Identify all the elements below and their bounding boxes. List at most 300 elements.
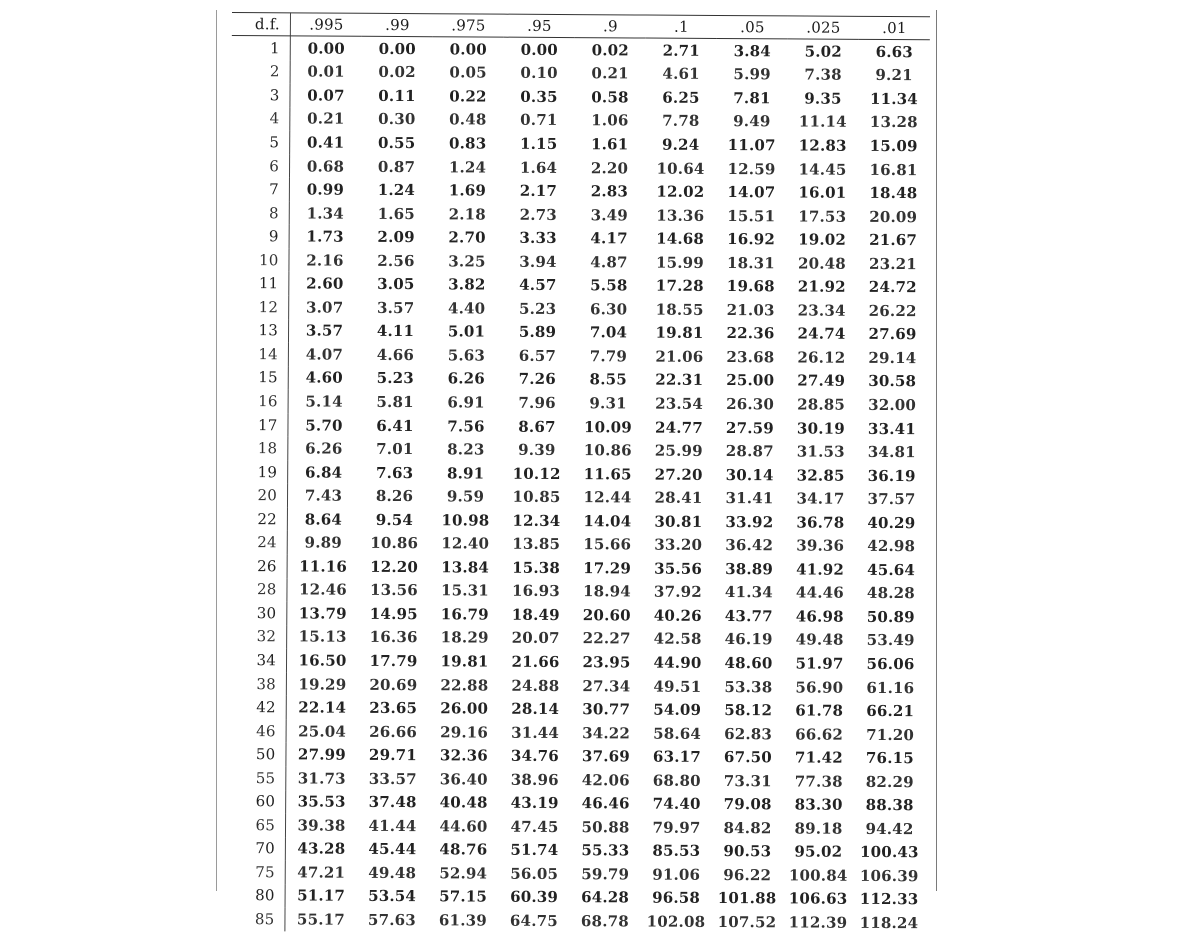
critical-value-cell: 10.64 [656,159,705,178]
critical-value-cell: 102.08 [646,912,706,931]
df-cell: 8 [231,201,290,225]
df-cell: 80 [227,884,286,908]
critical-value-cell: 16.92 [727,230,776,249]
critical-value-cell: 20.07 [511,629,560,648]
critical-value-cell: 31.44 [511,723,560,742]
critical-value-cell: 42.58 [653,630,702,649]
critical-value-cell: 5.99 [733,65,771,84]
critical-value-cell: 44.90 [653,653,702,672]
critical-value-cell: 3.82 [448,275,486,294]
critical-value-cell: 51.97 [795,654,844,673]
critical-value-cell: 53.38 [724,677,773,696]
critical-value-cell: 2.73 [519,205,557,224]
df-cell: 55 [227,766,286,790]
critical-value-cell: 74.40 [652,794,701,814]
critical-value-cell: 6.84 [304,463,343,482]
critical-value-cell: 19.02 [798,230,847,249]
critical-value-cell: 12.40 [441,534,490,553]
critical-value-cell: 26.30 [726,394,775,414]
critical-value-cell: 1.61 [590,135,629,154]
critical-value-cell: 2.60 [306,274,344,293]
critical-value-cell: 4.17 [590,229,628,248]
df-cell: 85 [226,907,285,931]
critical-value-cell: 106.63 [788,889,848,909]
critical-value-cell: 9.35 [804,89,842,108]
critical-value-cell: 23.65 [369,698,418,718]
critical-value-cell: 33.41 [867,419,917,438]
df-cell: 15 [230,366,289,390]
critical-value-cell: 1.73 [306,227,344,246]
critical-value-cell: 61.16 [866,678,915,697]
critical-value-cell: 46.46 [581,794,630,813]
critical-value-cell: 53.54 [368,887,417,906]
critical-value-cell: 5.23 [518,299,557,318]
critical-value-cell: 19.29 [298,674,347,694]
critical-value-cell: 24.88 [511,676,560,695]
critical-value-cell: 10.09 [583,417,633,436]
df-cell: 3 [231,83,290,107]
critical-value-cell: 10.86 [583,441,632,460]
critical-value-cell: 9.54 [375,510,414,529]
critical-value-cell: 23.68 [726,347,775,367]
critical-value-cell: 16.01 [798,183,847,202]
critical-value-cell: 29.16 [440,722,489,742]
critical-value-cell: 30.14 [725,465,774,484]
critical-value-cell: 12.59 [727,159,776,178]
critical-value-cell: 79.08 [723,795,772,814]
critical-value-cell: 15.99 [655,253,705,272]
critical-value-cell: 6.26 [305,439,343,458]
critical-value-cell: 112.33 [859,890,919,909]
critical-value-cell: 90.53 [723,842,772,861]
header-probability: .05 [717,15,788,38]
critical-value-cell: 68.80 [652,771,701,790]
critical-value-cell: 55.17 [296,910,345,929]
critical-value-cell: 14.68 [656,229,705,249]
critical-value-cell: 36.19 [867,466,916,485]
critical-value-cell: 27.99 [297,745,347,764]
critical-value-cell: 47.21 [297,863,346,882]
critical-value-cell: 12.83 [798,136,847,155]
critical-value-cell: 84.82 [723,818,772,838]
table-body [226,35,929,935]
critical-value-cell: 0.99 [306,180,345,199]
df-cell: 9 [231,224,290,248]
critical-value-cell: 27.49 [797,371,846,391]
critical-value-cell: 1.65 [377,204,415,223]
critical-value-cell: 19.81 [655,323,704,343]
df-cell: 16 [230,389,289,413]
chi-square-critical-values-table [226,12,930,935]
critical-value-cell: 18.29 [440,628,489,648]
critical-value-cell: 43.28 [297,839,346,859]
df-cell: 11 [230,271,289,295]
critical-value-cell: 21.67 [869,231,918,250]
critical-value-cell: 52.94 [439,864,488,883]
critical-value-cell: 28.87 [725,442,774,461]
critical-value-cell: 8.91 [446,463,485,483]
critical-value-cell: 6.57 [518,346,557,365]
critical-value-cell: 31.73 [297,769,346,788]
critical-value-cell: 23.21 [868,254,918,273]
critical-value-cell: 13.56 [369,581,419,600]
df-cell: 65 [227,813,286,837]
critical-value-cell: 3.94 [519,252,557,271]
critical-value-cell: 5.81 [376,392,414,412]
critical-value-cell: 85.53 [652,841,701,861]
critical-value-cell: 21.66 [511,652,560,671]
critical-value-cell: 24.74 [797,324,846,344]
df-cell: 46 [228,719,287,743]
critical-value-cell: 2.56 [377,251,415,270]
critical-value-cell: 118.24 [859,913,919,933]
critical-value-cell: 10.12 [512,464,561,483]
df-cell: 2 [232,60,291,84]
critical-value-cell: 16.36 [369,628,418,647]
critical-value-cell: 0.68 [306,156,345,176]
critical-value-cell: 11.14 [798,112,847,132]
critical-value-cell: 48.60 [724,654,773,673]
critical-value-cell: 91.06 [652,865,701,884]
critical-value-cell: 49.51 [653,677,702,696]
header-df: d.f. [232,12,291,35]
critical-value-cell: 0.02 [378,63,416,82]
critical-value-cell: 4.60 [305,368,343,388]
critical-value-cell: 61.39 [438,911,487,930]
critical-value-cell: 51.17 [297,886,346,906]
critical-value-cell: 94.42 [865,819,914,838]
critical-value-cell: 21.03 [726,300,775,320]
critical-value-cell: 19.68 [726,277,775,296]
critical-value-cell: 0.07 [307,86,345,105]
critical-value-cell: 68.78 [580,912,629,931]
critical-value-cell: 42.98 [867,537,916,556]
critical-value-cell: 39.38 [297,816,346,835]
critical-value-cell: 30.58 [868,372,917,391]
critical-value-cell: 14.04 [583,511,632,531]
header-probability: .025 [788,16,859,39]
critical-value-cell: 9.21 [875,66,913,85]
critical-value-cell: 14.45 [798,159,847,179]
critical-value-cell: 2.17 [519,181,558,201]
critical-value-cell: 28.85 [797,395,846,414]
critical-value-cell: 56.90 [795,677,844,697]
critical-value-cell: 0.21 [307,109,345,129]
critical-value-cell: 22.88 [440,675,489,695]
critical-value-cell: 55.33 [581,841,630,860]
critical-value-cell: 18.55 [655,300,704,319]
critical-value-cell: 32.85 [796,466,845,485]
critical-value-cell: 28.41 [654,488,703,508]
critical-value-cell: 6.25 [662,88,700,107]
critical-value-cell: 38.89 [725,559,774,579]
critical-value-cell: 4.66 [376,345,415,364]
critical-value-cell: 31.53 [796,442,845,461]
df-cell: 28 [228,578,287,602]
critical-value-cell: 18.31 [726,253,776,273]
critical-value-cell: 3.25 [448,252,486,271]
critical-value-cell: 41.34 [724,583,774,602]
critical-value-cell: 0.01 [307,62,345,82]
df-cell: 7 [231,177,290,201]
critical-value-cell: 18.94 [582,582,632,601]
critical-value-cell: 8.23 [447,440,485,459]
critical-value-cell: 6.41 [376,416,414,435]
critical-value-cell: 3.84 [733,41,771,61]
critical-value-cell: 62.83 [724,724,773,743]
critical-value-cell: 5.70 [305,415,343,435]
critical-value-cell: 22.27 [582,629,631,648]
critical-value-cell: 17.53 [798,207,847,226]
critical-value-cell: 34.76 [510,746,559,766]
critical-value-cell: 71.20 [866,725,915,744]
critical-value-cell: 26.12 [797,348,846,367]
critical-value-cell: 25.99 [654,441,703,460]
critical-value-cell: 59.79 [581,865,630,884]
critical-value-cell: 64.28 [581,888,630,907]
critical-value-cell: 7.26 [518,370,556,389]
critical-value-cell: 0.05 [449,63,487,82]
critical-value-cell: 40.29 [867,513,916,532]
critical-value-cell: 43.77 [724,606,773,626]
critical-value-cell: 3.33 [519,228,557,248]
df-cell: 1 [232,35,291,59]
critical-value-cell: 20.48 [797,254,847,273]
critical-value-cell: 38.96 [510,770,559,789]
critical-value-cell: 39.36 [796,536,845,555]
header-probability: .995 [290,13,362,36]
header-probability: .99 [362,13,433,36]
critical-value-cell: 34.22 [582,723,631,743]
critical-value-cell: 13.85 [512,534,561,554]
critical-value-cell: 46.19 [724,630,773,649]
critical-value-cell: 16.93 [511,582,561,601]
critical-value-cell: 21.92 [797,277,846,296]
critical-value-cell: 5.63 [447,346,486,365]
critical-value-cell: 0.00 [378,39,417,58]
critical-value-cell: 112.39 [788,913,848,932]
critical-value-cell: 11.16 [299,557,348,576]
critical-value-cell: 12.02 [656,182,705,201]
critical-value-cell: 3.05 [377,275,415,294]
critical-value-cell: 89.18 [794,819,843,838]
df-cell: 26 [229,554,288,578]
critical-value-cell: 2.18 [448,204,486,224]
critical-value-cell: 29.14 [868,348,917,368]
critical-value-cell: 71.42 [794,748,843,767]
critical-value-cell: 6.63 [875,42,913,61]
critical-value-cell: 4.40 [447,299,486,318]
critical-value-cell: 49.48 [795,630,844,650]
critical-value-cell: 37.92 [653,582,703,602]
critical-value-cell: 57.15 [439,887,488,907]
critical-value-cell: 12.20 [370,557,419,576]
critical-value-cell: 13.28 [869,113,918,132]
critical-value-cell: 79.97 [652,818,701,837]
critical-value-cell: 41.44 [368,816,417,835]
critical-value-cell: 8.67 [518,417,556,436]
critical-value-cell: 42.06 [581,770,630,790]
critical-value-cell: 14.07 [727,183,776,202]
critical-value-cell: 4.57 [519,275,557,295]
critical-value-cell: 1.15 [519,134,558,153]
critical-value-cell: 32.36 [439,746,489,765]
critical-value-cell: 96.22 [723,865,772,885]
critical-value-cell: 61.78 [795,701,844,720]
critical-value-cell: 27.34 [582,676,631,695]
critical-value-cell: 33.92 [725,512,774,532]
critical-value-cell: 18.48 [869,183,918,203]
critical-value-cell: 8.64 [304,510,343,529]
critical-value-cell: 0.35 [520,87,558,106]
critical-value-cell: 19.81 [440,652,489,671]
critical-value-cell: 7.79 [589,347,628,366]
critical-value-cell: 11.65 [583,464,632,484]
critical-value-cell: 33.57 [368,769,417,788]
critical-value-cell: 106.39 [859,866,919,886]
critical-value-cell: 10.98 [441,510,490,530]
critical-value-cell: 37.48 [368,793,417,812]
critical-value-cell: 2.09 [377,228,415,247]
critical-value-cell: 2.71 [662,41,700,60]
critical-value-cell: 56.06 [866,654,915,674]
critical-value-cell: 51.74 [510,841,559,860]
critical-value-cell: 15.09 [869,136,918,156]
df-cell: 30 [228,601,287,625]
critical-value-cell: 26.66 [369,722,418,741]
critical-value-cell: 16.79 [440,605,489,624]
df-cell: 75 [227,860,286,884]
df-cell: 6 [231,154,290,178]
critical-value-cell: 5.02 [804,42,842,61]
critical-value-cell: 63.17 [652,747,701,767]
critical-value-cell: 7.78 [662,112,700,131]
critical-value-cell: 9.24 [661,135,700,154]
critical-value-cell: 67.50 [723,748,772,767]
critical-value-cell: 30.19 [796,418,846,438]
critical-value-cell: 58.64 [653,724,702,743]
critical-value-cell: 35.53 [297,792,346,811]
df-cell: 19 [229,460,288,484]
critical-value-cell: 22.14 [298,698,347,717]
critical-value-cell: 22.36 [726,324,775,343]
critical-value-cell: 1.64 [519,158,558,177]
critical-value-cell: 12.44 [583,488,632,507]
scan-edge-right [936,10,937,891]
critical-value-cell: 36.78 [796,513,845,532]
critical-value-cell: 4.61 [662,64,700,84]
critical-value-cell: 82.29 [865,772,914,791]
critical-value-cell: 24.72 [868,278,917,297]
critical-value-cell: 76.15 [865,749,914,768]
critical-value-cell: 3.49 [590,205,628,225]
critical-value-cell: 96.58 [652,889,701,908]
critical-value-cell: 47.45 [510,817,559,836]
critical-value-cell: 40.26 [653,606,702,625]
critical-value-cell: 33.20 [654,535,703,555]
critical-value-cell: 2.20 [590,158,629,177]
df-cell: 60 [227,789,286,813]
df-cell: 32 [228,625,287,649]
critical-value-cell: 18.49 [511,605,560,624]
critical-value-cell: 95.02 [794,842,843,862]
critical-value-cell: 0.87 [377,157,416,176]
critical-value-cell: 9.31 [589,394,627,413]
df-cell: 18 [229,436,288,460]
critical-value-cell: 0.55 [377,133,416,153]
critical-value-cell: 0.83 [448,134,487,153]
chi-square-table-container [226,12,932,935]
critical-value-cell: 57.63 [367,910,416,930]
critical-value-cell: 2.70 [448,228,486,247]
critical-value-cell: 8.55 [589,370,627,389]
df-cell: 42 [228,695,287,719]
critical-value-cell: 43.19 [510,793,559,813]
critical-value-cell: 1.69 [448,181,487,200]
critical-value-cell: 10.85 [512,487,561,507]
critical-value-cell: 77.38 [794,772,843,791]
df-cell: 12 [230,295,289,319]
critical-value-cell: 0.11 [378,86,416,105]
critical-value-cell: 5.23 [376,369,414,388]
critical-value-cell: 0.00 [307,39,346,58]
critical-value-cell: 100.43 [860,843,919,862]
critical-value-cell: 7.04 [589,323,628,342]
df-cell: 70 [227,837,286,861]
critical-value-cell: 50.88 [581,817,630,837]
table-row [226,907,924,935]
header-probability: .95 [504,14,575,37]
critical-value-cell: 6.91 [447,393,485,412]
critical-value-cell: 5.14 [305,392,343,411]
critical-value-cell: 15.66 [583,535,632,554]
critical-value-cell: 23.34 [797,301,846,320]
df-cell: 38 [228,672,287,696]
critical-value-cell: 27.69 [868,325,917,344]
critical-value-cell: 0.02 [591,40,630,60]
critical-value-cell: 3.57 [305,321,344,341]
df-cell: 17 [229,413,288,437]
critical-value-cell: 0.10 [520,64,558,83]
critical-value-cell: 0.30 [378,110,416,129]
critical-value-cell: 16.50 [298,651,347,670]
critical-value-cell: 27.59 [725,418,775,437]
critical-value-cell: 24.77 [654,418,704,437]
critical-value-cell: 15.31 [440,581,490,600]
critical-value-cell: 6.26 [447,369,485,388]
critical-value-cell: 50.89 [866,607,915,627]
critical-value-cell: 56.05 [510,864,559,883]
df-cell: 5 [231,130,290,154]
critical-value-cell: 64.75 [509,911,558,931]
critical-value-cell: 1.24 [448,157,487,177]
critical-value-cell: 37.57 [867,490,916,509]
critical-value-cell: 2.16 [306,251,344,270]
critical-value-cell: 34.81 [867,442,916,462]
critical-value-cell: 13.79 [298,604,347,623]
critical-value-cell: 45.64 [867,560,916,579]
critical-value-cell: 5.01 [447,322,486,341]
critical-value-cell: 41.92 [796,560,845,579]
critical-value-cell: 0.58 [591,88,629,107]
critical-value-cell: 34.17 [796,489,845,508]
critical-value-cell: 66.62 [795,725,844,744]
critical-value-cell: 7.43 [304,486,343,505]
critical-value-cell: 44.60 [439,817,488,836]
critical-value-cell: 45.44 [368,840,417,859]
df-cell: 34 [228,648,287,672]
critical-value-cell: 46.98 [795,607,844,626]
